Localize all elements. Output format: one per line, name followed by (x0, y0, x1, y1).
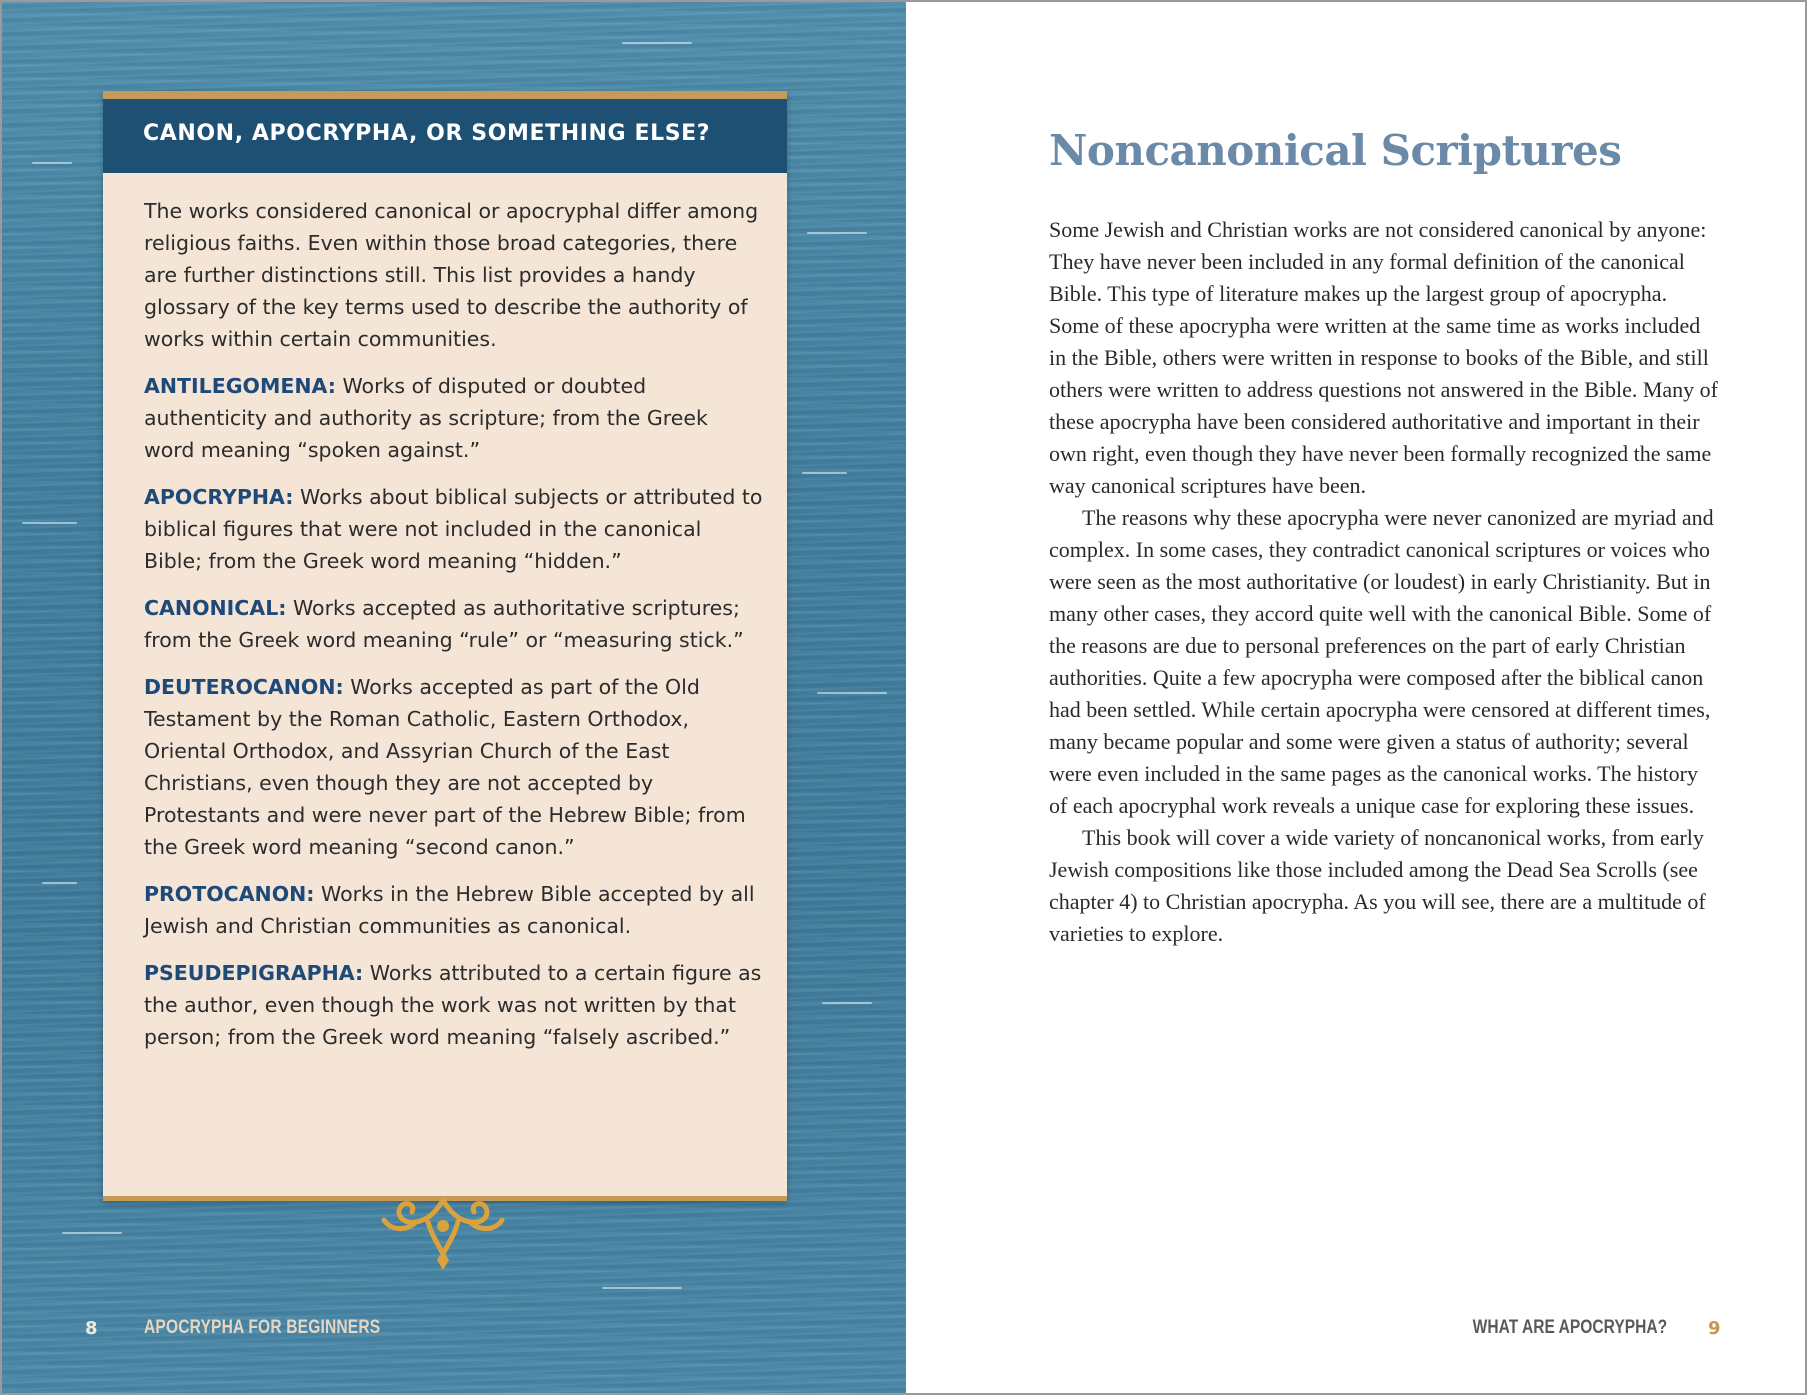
page-number-left: 8 (85, 1318, 98, 1339)
glossary-entry (144, 671, 764, 863)
glossary-entry (144, 481, 764, 577)
glossary-term: PROTOCANON: (144, 882, 315, 906)
wood-scratch (62, 1232, 122, 1234)
glossary-term: DEUTEROCANON: (144, 675, 344, 699)
glossary-entry (144, 370, 764, 466)
glossary-term: CANONICAL: (144, 596, 287, 620)
wood-scratch (822, 1002, 872, 1004)
glossary-sidebar (103, 91, 787, 1201)
sidebar-title: CANON, APOCRYPHA, OR SOMETHING ELSE? (143, 121, 711, 146)
glossary-term: APOCRYPHA: (144, 485, 294, 509)
wood-scratch (22, 522, 77, 524)
wood-scratch (817, 692, 887, 694)
wood-scratch (602, 1287, 682, 1289)
wood-scratch (622, 42, 692, 44)
glossary-entry (144, 878, 764, 942)
ornament-flourish-icon (376, 1192, 510, 1272)
glossary-definition: Works about biblical subjects or attributed to biblical figures that were not included in the canonical Bible; from the Greek word meaning “hidden.” (144, 485, 763, 573)
wood-scratch (807, 232, 867, 234)
wood-scratch (32, 162, 72, 164)
running-head-book-title: APOCRYPHA FOR BEGINNERS (144, 1317, 381, 1338)
body-text (1049, 214, 1719, 950)
sidebar-header (103, 99, 787, 173)
glossary-definition: Works in the Hebrew Bible accepted by all Jewish and Christian communities as canonical. (144, 882, 755, 938)
glossary-term: ANTILEGOMENA: (144, 374, 336, 398)
wood-scratch (42, 882, 77, 884)
page-number-right: 9 (1708, 1318, 1721, 1339)
sidebar-top-rule (103, 91, 787, 99)
sidebar-intro: The works considered canonical or apocryphal differ among religious faiths. Even within those broad categories, there are further distinctions still. This list provides a handy glossary of the key terms used to describe the authority of works within certain communities. (144, 199, 759, 351)
glossary-definition: Works accepted as part of the Old Testament by the Roman Catholic, Eastern Orthodox, Oriental Orthodox, and Assyrian Church of the East Christians, even though they are not accepted by Protestants and were never part of the Hebrew Bible; from the Greek word meaning “second canon.” (144, 675, 746, 859)
glossary-entry (144, 592, 764, 656)
glossary-entry (144, 957, 764, 1053)
body-paragraph: The reasons why these apocrypha were never canonized are myriad and complex. In some cases, they contradict canonical scriptures or voices who were seen as the most authoritative (or loudest) in early Christianity. But in many other cases, they accord quite well with the canonical Bible. Some of the reasons are due to personal preferences on the part of early Christian authorities. Quite a few apocrypha were composed after the biblical canon had been settled. While certain apocrypha were censored at different times, many became popular and some were given a status of authority; several were even included in the same pages as the canonical works. The history of each apocryphal work reveals a unique case for exploring these issues. (1049, 505, 1714, 818)
glossary-term: PSEUDEPIGRAPHA: (144, 961, 364, 985)
body-paragraph: This book will cover a wide variety of noncanonical works, from early Jewish compositions like those included among the Dead Sea Scrolls (see chapter 4) to Christian apocrypha. As you will see, there are a multitude of varieties to explore. (1049, 825, 1706, 946)
running-head-chapter-title: WHAT ARE APOCRYPHA? (1472, 1317, 1667, 1338)
wood-scratch (802, 472, 847, 474)
glossary-definition: Works attributed to a certain figure as the author, even though the work was not written by that person; from the Greek word meaning “falsely ascribed.” (144, 961, 762, 1049)
glossary-definition: Works of disputed or doubted authenticity and authority as scripture; from the Greek word meaning “spoken against.” (144, 374, 708, 462)
sidebar-body (144, 195, 764, 1068)
left-page (2, 2, 906, 1395)
section-heading: Noncanonical Scriptures (1049, 126, 1622, 175)
body-paragraph: Some Jewish and Christian works are not considered canonical by anyone: They have never been included in any formal definition of the canonical Bible. This type of literature makes up the largest group of apocrypha. Some of these apocrypha were written at the same time as works included in the Bible, others were written in response to books of the Bible, and still others were written to address questions not answered in the Bible. Many of these apocrypha have been considered authoritative and important in their own right, even though they have never been formally recognized the same way canonical scriptures have been. (1049, 217, 1719, 498)
glossary-definition: Works accepted as authoritative scriptures; from the Greek word meaning “rule” or “measuring stick.” (144, 596, 744, 652)
right-page (906, 2, 1807, 1395)
